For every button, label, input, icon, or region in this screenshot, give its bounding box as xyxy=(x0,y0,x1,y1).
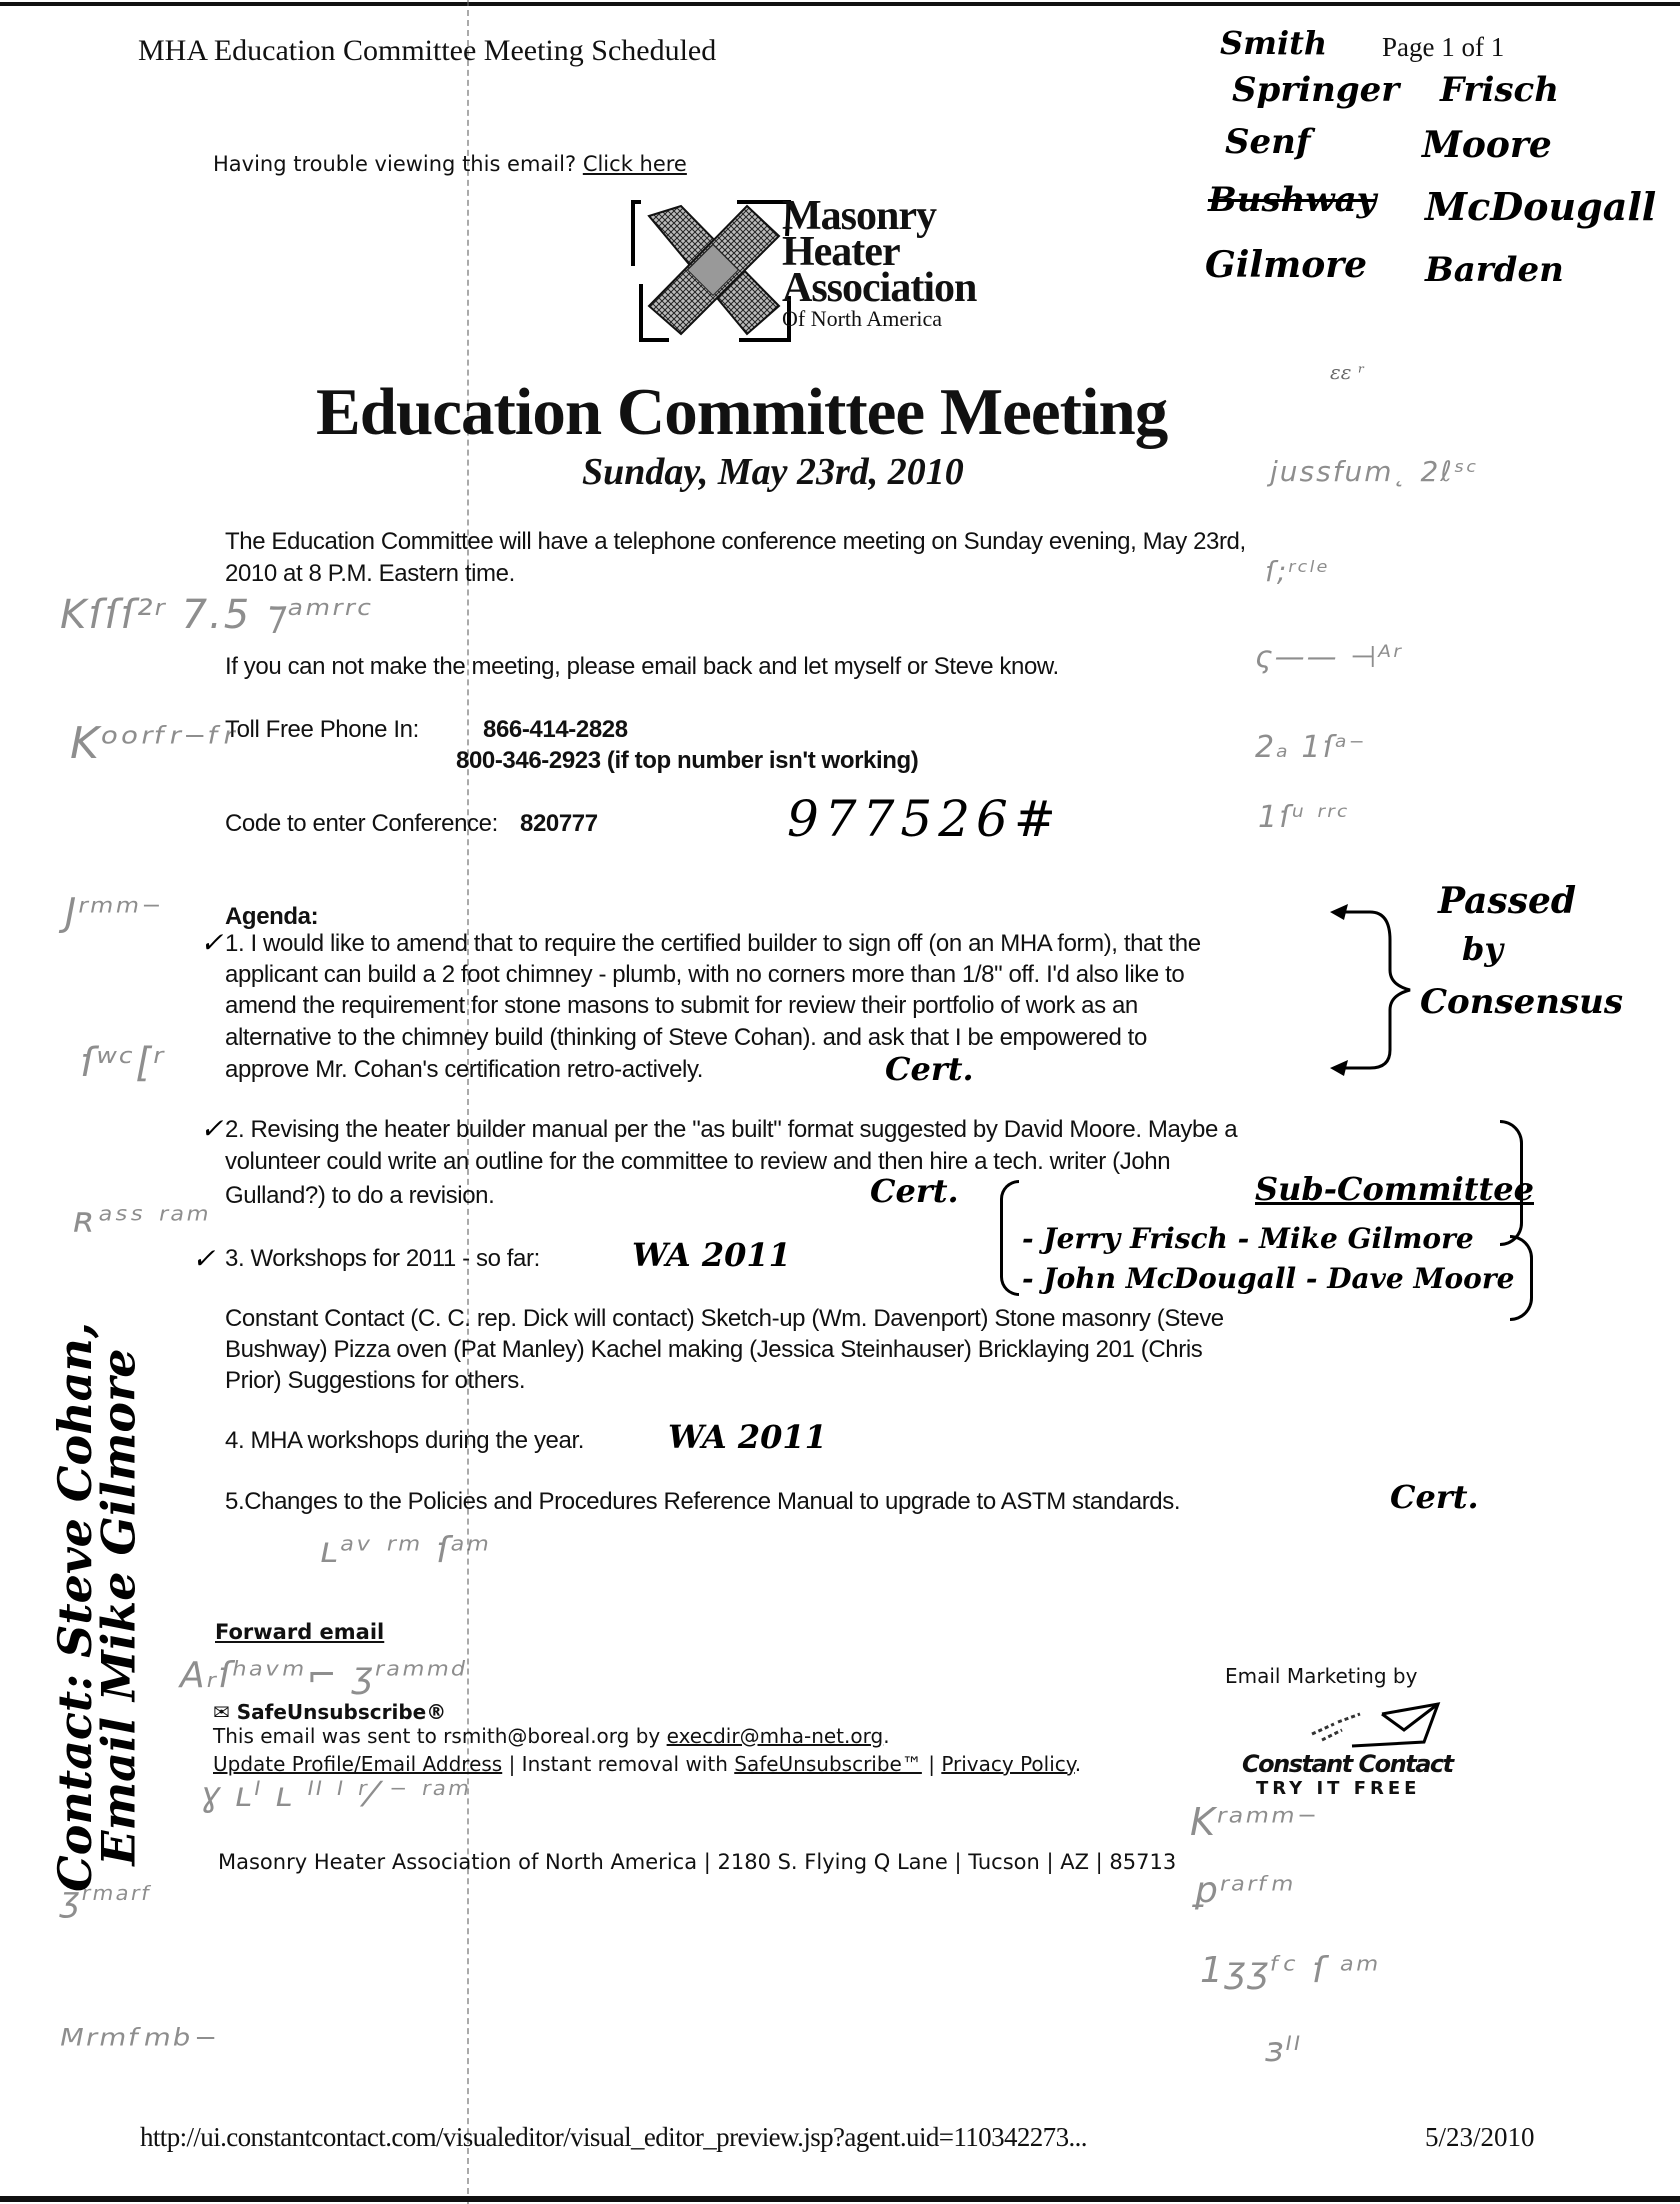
notify-line: If you can not make the meeting, please email back and let myself or Steve know. xyxy=(225,653,1059,680)
agenda-line: Bushway) Pizza oven (Pat Manley) Kachel making (Jessica Steinhauser) Bricklaying 201 (Chris xyxy=(225,1336,1203,1363)
margin-note-vertical: Contact: Steve Cohan, xyxy=(47,1322,102,1892)
constant-contact-logo[interactable] xyxy=(1242,1700,1452,1810)
agenda-line: applicant can build a 2 foot chimney - plumb, with no corners more than 1/8" off. I'd also like to xyxy=(225,961,1185,988)
logo-line: Association xyxy=(782,265,977,311)
agenda-line: 1. I would like to amend that to require the certified builder to sign off (on an MHA form), that the xyxy=(225,930,1201,957)
safeunsubscribe-label: SafeUnsubscribe® xyxy=(236,1700,447,1724)
sent-by: by xyxy=(635,1724,661,1748)
phone-primary: 866-414-2828 xyxy=(483,716,628,743)
hand-name-struck: Bushway xyxy=(1208,180,1377,220)
mha-logo xyxy=(629,196,799,346)
faint-handwriting: ſʷᶜ[ʳ xyxy=(80,1040,166,1086)
org-address: Masonry Heater Association of North America | 2180 S. Flying Q Lane | Tucson | AZ | 85713 xyxy=(218,1850,1177,1874)
agenda-line: Prior) Suggestions for others. xyxy=(225,1367,526,1394)
handwritten-cert-note: Cert. xyxy=(885,1050,974,1088)
hand-subcommittee-title: Sub-Committee xyxy=(1255,1170,1534,1208)
faint-handwriting: jussfum˛ 2ℓˢᶜ xyxy=(1270,455,1479,488)
handwritten-cert-note: Cert. xyxy=(870,1172,959,1210)
agenda-line: Constant Contact (C. C. rep. Dick will contact) Sketch-up (Wm. Davenport) Stone masonry (Steve xyxy=(225,1305,1224,1332)
meeting-date: Sunday, May 23rd, 2010 xyxy=(582,451,964,493)
hand-name: Gilmore xyxy=(1205,244,1368,286)
preheader xyxy=(213,152,687,176)
agenda-line: approve Mr. Cohan's certification retro-actively. xyxy=(225,1056,704,1083)
separator: | xyxy=(921,1752,942,1776)
logo-line: Masonry xyxy=(782,193,936,239)
checkmark-icon: ✓ xyxy=(200,1112,224,1145)
agenda-line: 2. Revising the heater builder manual per the "as built" format suggested by David Moore. Maybe a xyxy=(225,1116,1238,1143)
intro-line: The Education Committee will have a telephone conference meeting on Sunday evening, May 23rd, xyxy=(225,528,1246,555)
hand-subcommittee-row: - Jerry Frisch - Mike Gilmore xyxy=(1022,1222,1474,1255)
faint-handwriting: Kſſſ²ʳ 7.5 ⁊ᵃᵐʳʳᶜ xyxy=(60,592,374,638)
print-url: http://ui.constantcontact.com/visualeditor/visual_editor_preview.jsp?agent.uid=110342273... xyxy=(140,2122,1087,2152)
meeting-title: Education Committee Meeting xyxy=(316,375,1168,449)
hand-name: Barden xyxy=(1425,250,1564,290)
agenda-line: 3. Workshops for 2011 - so far: xyxy=(225,1245,540,1272)
faint-handwriting: Jʳᵐᵐ⁻ xyxy=(65,890,164,934)
faint-handwriting: ɣ ʟᴵ ʟ ᴵᴵ ᴵ ʳ⁄ ⁻ ʳᵃᵐ xyxy=(200,1775,472,1815)
privacy-policy-link[interactable]: Privacy Policy xyxy=(941,1752,1075,1776)
faint-handwriting: ꝑʳᵃʳᶠᵐ xyxy=(1195,1870,1296,1911)
code-label: Code to enter Conference: xyxy=(225,810,498,837)
period: . xyxy=(1074,1752,1082,1776)
period: . xyxy=(883,1724,890,1748)
cc-brand: Constant Contact xyxy=(1242,1750,1453,1778)
mha-x-logo-icon xyxy=(629,196,799,346)
agenda-line: Gulland?) to do a revision. xyxy=(225,1182,495,1209)
separator-text: | Instant removal with xyxy=(502,1752,735,1776)
forward-email-link[interactable]: Forward email xyxy=(215,1620,385,1644)
scan-top-edge xyxy=(0,2,1680,6)
hand-name: Senf xyxy=(1225,122,1311,162)
email-marketing-by: Email Marketing by xyxy=(1225,1664,1418,1688)
faint-handwriting: ſ;ʳᶜˡᵉ xyxy=(1265,555,1331,588)
logo-line: Heater xyxy=(782,229,900,275)
hand-name: McDougall xyxy=(1425,184,1657,229)
cc-try-free: TRY IT FREE xyxy=(1256,1778,1421,1799)
sent-to-line xyxy=(213,1724,890,1748)
preheader-text: Having trouble viewing this email? xyxy=(213,152,577,176)
faint-handwriting: ς—— ⊣ᴬʳ xyxy=(1255,640,1403,675)
handwritten-cert-note: Cert. xyxy=(1390,1478,1479,1516)
hand-name: Moore xyxy=(1422,124,1552,166)
print-header-title: MHA Education Committee Meeting Scheduled xyxy=(138,34,717,67)
hand-subcommittee-row: - John McDougall - Dave Moore xyxy=(1022,1262,1515,1295)
agenda-heading: Agenda: xyxy=(225,903,319,930)
sent-prefix: This email was sent to xyxy=(213,1724,437,1748)
click-here-link[interactable]: Click here xyxy=(582,152,687,176)
logo-line: Of North America xyxy=(782,306,943,331)
agenda-line: amend the requirement for stone masons to submit for review their portfolio of work as an xyxy=(225,992,1138,1019)
intro-line: 2010 at 8 P.M. Eastern time. xyxy=(225,560,515,587)
checkmark-icon: ✓ xyxy=(192,1242,216,1275)
bracket-arrows-icon xyxy=(1330,900,1430,1080)
hand-name: Springer xyxy=(1232,70,1400,110)
envelope-icon: ✉ xyxy=(213,1700,230,1724)
faint-handwriting: ʀᵃˢˢ ʳᵃᵐ xyxy=(75,1200,211,1241)
checkmark-icon: ✓ xyxy=(200,926,224,959)
faint-handwriting: ʒʳᵐᵃʳᶠ xyxy=(60,1880,154,1920)
agenda-line: 4. MHA workshops during the year. xyxy=(225,1427,584,1454)
sender-email-link[interactable]: execdir@mha-net.org xyxy=(666,1724,884,1748)
phone-backup: 800-346-2923 (if top number isn't working) xyxy=(456,747,919,774)
conference-code: 820777 xyxy=(520,810,598,837)
hand-consensus: Consensus xyxy=(1420,982,1623,1022)
hand-name: Smith xyxy=(1220,24,1328,62)
hand-scribble: ɛɛ ʳ xyxy=(1330,360,1365,384)
faint-handwriting: 1ſᵘ ʳʳᶜ xyxy=(1258,800,1350,835)
faint-handwriting: Kʳᵃᵐᵐ⁻ xyxy=(1190,1800,1320,1844)
recipient-email: rsmith@boreal.org xyxy=(443,1724,630,1748)
faint-handwriting: 1ʒʒᶠᶜ ſ ᵃᵐ xyxy=(1200,1950,1381,1991)
margin-note-vertical: Email Mike Gilmore xyxy=(91,1348,146,1866)
page-indicator: Page 1 of 1 xyxy=(1382,32,1505,62)
handwritten-wa-note: WA 2011 xyxy=(632,1236,791,1274)
faint-handwriting: Aᵣſʰᵃᵛᵐ⌐ ʒʳᵃᵐᵐᵈ xyxy=(180,1655,468,1696)
safeunsubscribe-link[interactable]: SafeUnsubscribe™ xyxy=(734,1752,922,1776)
hand-by: by xyxy=(1462,930,1503,968)
left-brace-icon xyxy=(1000,1180,1019,1296)
faint-handwriting: 2ₐ 1ſᵃ⁻ xyxy=(1255,730,1367,765)
manage-links-line xyxy=(213,1752,1081,1776)
update-profile-link[interactable]: Update Profile/Email Address xyxy=(213,1752,503,1776)
agenda-line: alternative to the chimney build (thinking of Steve Cohan). and ask that I be empowered to xyxy=(225,1024,1147,1051)
logo-wordmark xyxy=(782,193,977,332)
print-date: 5/23/2010 xyxy=(1425,2122,1535,2152)
hand-passed: Passed xyxy=(1438,880,1577,922)
phone-label: Toll Free Phone In: xyxy=(225,716,419,743)
agenda-line: volunteer could write an outline for the committee to review and then hire a tech. writer (John xyxy=(225,1148,1171,1175)
envelope-swoosh-icon xyxy=(1242,1700,1452,1750)
hand-name: Frisch xyxy=(1440,70,1559,110)
handwritten-wa-note: WA 2011 xyxy=(668,1418,827,1456)
faint-handwriting: ɜᴵᴵ xyxy=(1265,2030,1303,2070)
handwritten-code-note: 977526# xyxy=(787,790,1062,848)
faint-handwriting: Kᵒᵒʳᶠʳ⁻ᶠʳ xyxy=(70,718,237,769)
scan-bottom-edge xyxy=(0,2196,1680,2202)
faint-handwriting: ʟᵃᵛ ʳᵐ ſᵃᵐ xyxy=(320,1530,492,1571)
agenda-line: 5.Changes to the Policies and Procedures Reference Manual to upgrade to ASTM standards. xyxy=(225,1488,1181,1515)
safeunsubscribe-badge[interactable] xyxy=(213,1700,446,1724)
faint-handwriting: ᴹʳᵐᶠᵐᵇ⁻ xyxy=(60,2020,220,2071)
